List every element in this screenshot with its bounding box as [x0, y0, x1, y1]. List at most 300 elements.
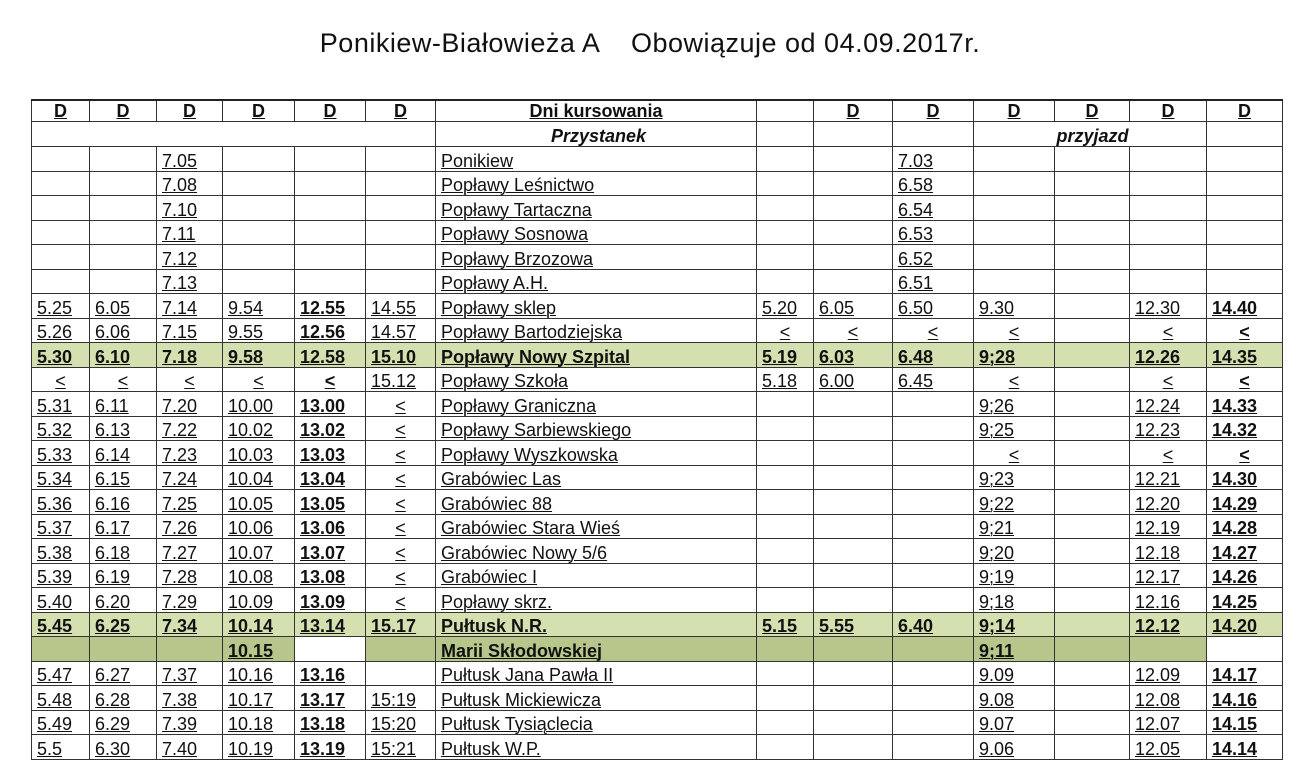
departure-time-cell: 12.55 — [295, 294, 366, 319]
departure-time-cell: 7.20 — [157, 392, 223, 417]
departure-time-cell — [366, 637, 436, 662]
return-time-cell — [1055, 735, 1130, 760]
return-time-cell — [1130, 245, 1207, 270]
departure-time-cell: 6.11 — [90, 392, 157, 417]
departure-time-cell — [157, 637, 223, 662]
return-time-cell — [1055, 416, 1130, 441]
return-time-cell — [1055, 367, 1130, 392]
departure-time-cell — [366, 196, 436, 221]
departure-time-cell: 7.40 — [157, 735, 223, 760]
return-time-cell: < — [757, 318, 814, 343]
return-time-cell: 7.03 — [893, 147, 974, 172]
stop-name-cell: Pułtusk Tysiąclecia — [436, 710, 757, 735]
return-time-cell — [1207, 196, 1283, 221]
departure-time-cell: 6.16 — [90, 490, 157, 515]
return-time-cell — [1055, 588, 1130, 613]
return-time-cell: 9.06 — [974, 735, 1055, 760]
departure-time-cell — [32, 196, 90, 221]
day-header-cell: D — [366, 100, 436, 122]
return-time-cell — [893, 392, 974, 417]
departure-time-cell — [32, 269, 90, 294]
return-time-cell: < — [1207, 318, 1283, 343]
return-time-cell — [814, 392, 893, 417]
return-time-cell: 12.16 — [1130, 588, 1207, 613]
return-time-cell: < — [814, 318, 893, 343]
departure-time-cell: 5.34 — [32, 465, 90, 490]
return-time-cell — [814, 735, 893, 760]
timetable-row — [32, 490, 1283, 515]
departure-time-cell: 7.39 — [157, 710, 223, 735]
return-time-cell — [1055, 269, 1130, 294]
return-time-cell: 14.30 — [1207, 465, 1283, 490]
return-time-cell — [1207, 171, 1283, 196]
departure-time-cell — [295, 269, 366, 294]
return-time-cell — [893, 563, 974, 588]
stop-column-label: Przystanek — [436, 122, 757, 147]
return-time-cell — [893, 465, 974, 490]
departure-time-cell: 10.02 — [223, 416, 295, 441]
return-time-cell — [757, 637, 814, 662]
return-time-cell: 14.15 — [1207, 710, 1283, 735]
departure-time-cell: 7.23 — [157, 441, 223, 466]
return-time-cell — [1130, 147, 1207, 172]
departure-time-cell: < — [157, 367, 223, 392]
departure-time-cell: 10.00 — [223, 392, 295, 417]
return-time-cell: 6.40 — [893, 612, 974, 637]
return-time-cell: 9;20 — [974, 539, 1055, 564]
departure-time-cell — [32, 245, 90, 270]
timetable-row — [32, 318, 1283, 343]
departure-time-cell: 10.03 — [223, 441, 295, 466]
return-time-cell — [757, 147, 814, 172]
departure-time-cell — [295, 637, 366, 662]
timetable-row — [32, 465, 1283, 490]
return-time-cell: 9.07 — [974, 710, 1055, 735]
return-time-cell — [1055, 318, 1130, 343]
timetable-row — [32, 686, 1283, 711]
return-time-cell — [757, 269, 814, 294]
stop-name-cell: Grabówiec Stara Wieś — [436, 514, 757, 539]
return-time-cell: 12.24 — [1130, 392, 1207, 417]
return-time-cell — [757, 686, 814, 711]
return-time-cell — [893, 441, 974, 466]
departure-time-cell: 13.09 — [295, 588, 366, 613]
return-time-cell: 14.28 — [1207, 514, 1283, 539]
departure-time-cell: 7.05 — [157, 147, 223, 172]
return-time-cell: 6.45 — [893, 367, 974, 392]
return-time-cell — [814, 245, 893, 270]
return-time-cell: 5.20 — [757, 294, 814, 319]
return-time-cell: < — [1207, 367, 1283, 392]
return-time-cell — [1055, 294, 1130, 319]
return-time-cell — [893, 661, 974, 686]
timetable-row — [32, 392, 1283, 417]
timetable-row — [32, 196, 1283, 221]
return-time-cell: 6.00 — [814, 367, 893, 392]
departure-time-cell: 5.40 — [32, 588, 90, 613]
return-time-cell — [1207, 245, 1283, 270]
return-time-cell — [814, 637, 893, 662]
departure-time-cell: 7.13 — [157, 269, 223, 294]
return-time-cell: 12.21 — [1130, 465, 1207, 490]
stop-name-cell: Pułtusk N.R. — [436, 612, 757, 637]
departure-time-cell: 10.09 — [223, 588, 295, 613]
departure-time-cell: 6.13 — [90, 416, 157, 441]
departure-time-cell — [366, 171, 436, 196]
return-time-cell: 14.25 — [1207, 588, 1283, 613]
departure-time-cell: 15:19 — [366, 686, 436, 711]
return-time-cell: 9;18 — [974, 588, 1055, 613]
stop-name-cell: Popławy Brzozowa — [436, 245, 757, 270]
stop-name-cell: Popławy sklep — [436, 294, 757, 319]
departure-time-cell — [90, 171, 157, 196]
return-time-cell: 12.07 — [1130, 710, 1207, 735]
return-time-cell — [814, 661, 893, 686]
stop-name-cell: Popławy Szkoła — [436, 367, 757, 392]
return-time-cell: 9.09 — [974, 661, 1055, 686]
return-time-cell: 14.20 — [1207, 612, 1283, 637]
return-time-cell — [757, 171, 814, 196]
departure-time-cell: 6.19 — [90, 563, 157, 588]
return-time-cell: 14.17 — [1207, 661, 1283, 686]
day-header-cell: D — [1207, 100, 1283, 122]
departure-time-cell — [295, 220, 366, 245]
departure-time-cell: 13.00 — [295, 392, 366, 417]
departure-time-cell: 5.48 — [32, 686, 90, 711]
departure-time-cell — [366, 245, 436, 270]
return-time-cell — [1055, 196, 1130, 221]
day-header-cell: D — [814, 100, 893, 122]
return-time-cell — [1055, 465, 1130, 490]
departure-time-cell — [90, 637, 157, 662]
timetable-row — [32, 514, 1283, 539]
day-header-cell — [757, 100, 814, 122]
return-time-cell — [1055, 171, 1130, 196]
departure-time-cell — [32, 171, 90, 196]
return-time-cell — [1130, 220, 1207, 245]
departure-time-cell: 7.34 — [157, 612, 223, 637]
timetable-row — [32, 563, 1283, 588]
departure-time-cell — [295, 171, 366, 196]
timetable-row — [32, 416, 1283, 441]
return-time-cell: 6.50 — [893, 294, 974, 319]
return-time-cell — [1207, 220, 1283, 245]
blank-header-cell — [757, 122, 814, 147]
departure-time-cell: 5.5 — [32, 735, 90, 760]
return-time-cell: 9;22 — [974, 490, 1055, 515]
return-time-cell — [974, 196, 1055, 221]
return-time-cell — [893, 637, 974, 662]
departure-time-cell: 5.45 — [32, 612, 90, 637]
return-time-cell: 12.09 — [1130, 661, 1207, 686]
return-time-cell — [814, 147, 893, 172]
stop-name-cell: Popławy Bartodziejska — [436, 318, 757, 343]
return-time-cell: 14.14 — [1207, 735, 1283, 760]
return-time-cell — [893, 735, 974, 760]
return-time-cell: 14.29 — [1207, 490, 1283, 515]
return-time-cell: 5.55 — [814, 612, 893, 637]
return-time-cell — [974, 245, 1055, 270]
departure-time-cell: 5.31 — [32, 392, 90, 417]
return-time-cell — [1207, 147, 1283, 172]
departure-time-cell: 7.22 — [157, 416, 223, 441]
return-time-cell: 12.08 — [1130, 686, 1207, 711]
return-time-cell: 9;23 — [974, 465, 1055, 490]
return-time-cell: 14.32 — [1207, 416, 1283, 441]
departure-time-cell: 6.27 — [90, 661, 157, 686]
return-time-cell — [757, 416, 814, 441]
departure-time-cell: 6.14 — [90, 441, 157, 466]
return-time-cell — [1055, 392, 1130, 417]
return-time-cell — [1130, 269, 1207, 294]
return-time-cell: 9;14 — [974, 612, 1055, 637]
timetable-row — [32, 343, 1283, 368]
departure-time-cell: < — [366, 465, 436, 490]
return-time-cell: 6.03 — [814, 343, 893, 368]
return-time-cell: 9;19 — [974, 563, 1055, 588]
return-time-cell — [757, 735, 814, 760]
departure-time-cell: 15:20 — [366, 710, 436, 735]
return-time-cell: 6.54 — [893, 196, 974, 221]
departure-time-cell: 12.56 — [295, 318, 366, 343]
departure-time-cell: 13.03 — [295, 441, 366, 466]
departure-time-cell: 10.08 — [223, 563, 295, 588]
departure-time-cell: 5.38 — [32, 539, 90, 564]
departure-time-cell: 9.55 — [223, 318, 295, 343]
departure-time-cell: 7.10 — [157, 196, 223, 221]
departure-time-cell: 5.33 — [32, 441, 90, 466]
return-time-cell: 12.30 — [1130, 294, 1207, 319]
departure-time-cell — [366, 147, 436, 172]
return-time-cell — [814, 539, 893, 564]
return-time-cell: 6.53 — [893, 220, 974, 245]
stop-name-cell: Popławy Leśnictwo — [436, 171, 757, 196]
return-time-cell — [814, 441, 893, 466]
departure-time-cell: 5.26 — [32, 318, 90, 343]
departure-time-cell: 15.12 — [366, 367, 436, 392]
departure-time-cell: 7.28 — [157, 563, 223, 588]
return-time-cell: < — [974, 441, 1055, 466]
departure-time-cell — [223, 171, 295, 196]
return-time-cell: 9;21 — [974, 514, 1055, 539]
departure-time-cell: 7.29 — [157, 588, 223, 613]
departure-time-cell: 7.14 — [157, 294, 223, 319]
departure-time-cell: 7.25 — [157, 490, 223, 515]
departure-time-cell: 6.20 — [90, 588, 157, 613]
departure-time-cell: 12.58 — [295, 343, 366, 368]
subheader-row — [32, 122, 1283, 147]
departure-time-cell: 5.47 — [32, 661, 90, 686]
return-time-cell — [814, 171, 893, 196]
stop-name-cell: Pułtusk W.P. — [436, 735, 757, 760]
departure-time-cell — [90, 196, 157, 221]
return-time-cell — [1055, 220, 1130, 245]
timetable-row — [32, 612, 1283, 637]
return-time-cell — [757, 563, 814, 588]
return-time-cell — [757, 588, 814, 613]
stop-name-cell: Popławy Wyszkowska — [436, 441, 757, 466]
timetable — [31, 99, 1283, 760]
return-time-cell — [974, 269, 1055, 294]
departure-time-cell: 7.27 — [157, 539, 223, 564]
stop-name-cell: Popławy Sosnowa — [436, 220, 757, 245]
return-time-cell: < — [974, 367, 1055, 392]
departure-time-cell: 10.17 — [223, 686, 295, 711]
return-time-cell — [814, 490, 893, 515]
day-header-cell: D — [1130, 100, 1207, 122]
return-time-cell — [1130, 637, 1207, 662]
return-time-cell — [1055, 539, 1130, 564]
departure-time-cell: 10.06 — [223, 514, 295, 539]
return-time-cell — [893, 539, 974, 564]
return-time-cell: 14.33 — [1207, 392, 1283, 417]
return-time-cell — [1130, 196, 1207, 221]
departure-time-cell: 5.32 — [32, 416, 90, 441]
stop-name-cell: Popławy Sarbiewskiego — [436, 416, 757, 441]
return-time-cell: 5.19 — [757, 343, 814, 368]
departure-time-cell: 6.17 — [90, 514, 157, 539]
day-header-cell: D — [893, 100, 974, 122]
return-time-cell: 14.16 — [1207, 686, 1283, 711]
timetable-row — [32, 441, 1283, 466]
day-header-cell: D — [32, 100, 90, 122]
return-time-cell: 12.17 — [1130, 563, 1207, 588]
departure-time-cell: 13.04 — [295, 465, 366, 490]
return-time-cell: 14.27 — [1207, 539, 1283, 564]
return-time-cell: 6.58 — [893, 171, 974, 196]
return-time-cell — [814, 465, 893, 490]
stop-name-cell: Popławy A.H. — [436, 269, 757, 294]
departure-time-cell: < — [366, 416, 436, 441]
departure-time-cell: 15.17 — [366, 612, 436, 637]
departure-time-cell: 5.36 — [32, 490, 90, 515]
departure-time-cell — [366, 661, 436, 686]
departure-time-cell: 5.30 — [32, 343, 90, 368]
stop-name-cell: Popławy Graniczna — [436, 392, 757, 417]
day-header-cell: D — [223, 100, 295, 122]
departure-time-cell — [90, 147, 157, 172]
return-time-cell — [757, 196, 814, 221]
departure-time-cell: 7.12 — [157, 245, 223, 270]
stop-name-cell: Marii Skłodowskiej — [436, 637, 757, 662]
departure-time-cell: 6.15 — [90, 465, 157, 490]
departure-time-cell: 15.10 — [366, 343, 436, 368]
departure-time-cell — [295, 147, 366, 172]
departure-time-cell: < — [32, 367, 90, 392]
departure-time-cell: 7.11 — [157, 220, 223, 245]
departure-time-cell: 13.16 — [295, 661, 366, 686]
departure-time-cell — [32, 147, 90, 172]
departure-time-cell — [32, 637, 90, 662]
day-header-cell: D — [974, 100, 1055, 122]
departure-time-cell — [223, 196, 295, 221]
return-time-cell: < — [1130, 318, 1207, 343]
departure-time-cell: 6.29 — [90, 710, 157, 735]
return-time-cell — [1055, 514, 1130, 539]
return-time-cell: 14.26 — [1207, 563, 1283, 588]
return-time-cell — [757, 465, 814, 490]
return-time-cell — [814, 588, 893, 613]
return-time-cell — [1130, 171, 1207, 196]
departure-time-cell: 7.18 — [157, 343, 223, 368]
return-time-cell: 14.40 — [1207, 294, 1283, 319]
departure-time-cell: 7.08 — [157, 171, 223, 196]
left-blank-header — [32, 122, 436, 147]
departure-time-cell: 7.26 — [157, 514, 223, 539]
departure-time-cell: < — [366, 490, 436, 515]
return-time-cell — [974, 220, 1055, 245]
return-time-cell — [757, 245, 814, 270]
day-header-cell: D — [295, 100, 366, 122]
stop-name-cell: Grabówiec Nowy 5/6 — [436, 539, 757, 564]
departure-time-cell: 10.05 — [223, 490, 295, 515]
return-time-cell — [757, 220, 814, 245]
return-time-cell — [1055, 490, 1130, 515]
return-time-cell — [893, 686, 974, 711]
departure-time-cell: 14.57 — [366, 318, 436, 343]
return-time-cell — [1055, 147, 1130, 172]
stop-name-cell: Pułtusk Mickiewicza — [436, 686, 757, 711]
timetable-row — [32, 367, 1283, 392]
return-time-cell — [1207, 637, 1283, 662]
return-time-cell: 12.12 — [1130, 612, 1207, 637]
stop-name-cell: Ponikiew — [436, 147, 757, 172]
return-time-cell — [1055, 343, 1130, 368]
departure-time-cell: 13.06 — [295, 514, 366, 539]
stop-name-cell: Grabówiec I — [436, 563, 757, 588]
departure-time-cell: 7.15 — [157, 318, 223, 343]
departure-time-cell: 13.14 — [295, 612, 366, 637]
departure-time-cell: 10.14 — [223, 612, 295, 637]
stop-name-cell: Grabówiec 88 — [436, 490, 757, 515]
return-time-cell: 9;11 — [974, 637, 1055, 662]
return-time-cell: 9;25 — [974, 416, 1055, 441]
departure-time-cell — [90, 245, 157, 270]
timetable-row — [32, 171, 1283, 196]
return-time-cell — [814, 416, 893, 441]
return-time-cell: 6.51 — [893, 269, 974, 294]
stop-name-cell: Popławy Tartaczna — [436, 196, 757, 221]
departure-time-cell — [223, 245, 295, 270]
return-time-cell: 6.48 — [893, 343, 974, 368]
return-time-cell: 12.23 — [1130, 416, 1207, 441]
departure-time-cell — [223, 269, 295, 294]
timetable-row — [32, 637, 1283, 662]
return-time-cell — [757, 490, 814, 515]
departure-time-cell: 15:21 — [366, 735, 436, 760]
day-header-cell: D — [157, 100, 223, 122]
departure-time-cell: 6.28 — [90, 686, 157, 711]
stop-name-cell: Pułtusk Jana Pawła II — [436, 661, 757, 686]
departure-time-cell: 5.49 — [32, 710, 90, 735]
return-time-cell — [1055, 612, 1130, 637]
departure-time-cell: < — [90, 367, 157, 392]
timetable-row — [32, 588, 1283, 613]
return-time-cell: < — [974, 318, 1055, 343]
return-time-cell — [814, 514, 893, 539]
departure-time-cell: 13.17 — [295, 686, 366, 711]
return-time-cell — [1055, 637, 1130, 662]
return-time-cell — [1055, 686, 1130, 711]
header-row — [32, 100, 1283, 122]
return-time-cell — [893, 514, 974, 539]
return-time-cell — [974, 147, 1055, 172]
departure-time-cell — [90, 220, 157, 245]
timetable-row — [32, 147, 1283, 172]
return-time-cell: 12.20 — [1130, 490, 1207, 515]
departure-time-cell: 5.25 — [32, 294, 90, 319]
departure-time-cell: 14.55 — [366, 294, 436, 319]
